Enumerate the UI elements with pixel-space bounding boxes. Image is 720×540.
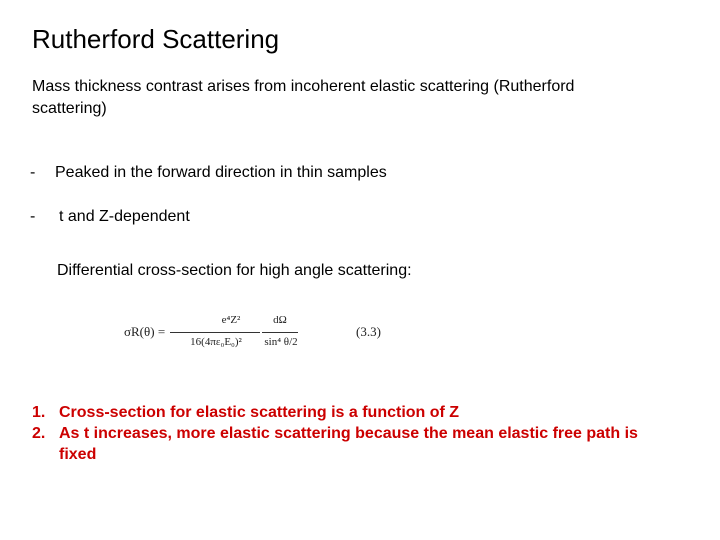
- equation-number: (3.3): [356, 324, 381, 339]
- slide-title: Rutherford Scattering: [32, 24, 280, 54]
- equation-numerator: e⁴Z²: [221, 314, 241, 326]
- bullet-marker: -: [30, 164, 36, 181]
- list-text: As t increases, more elastic scattering because the mean elastic free path is fixed: [59, 425, 638, 463]
- list-number: 1.: [32, 404, 46, 421]
- bullet-item: [30, 163, 387, 183]
- list-item: [32, 423, 652, 465]
- bullet-marker: -: [30, 208, 36, 225]
- equation-denominator: sin⁴ θ/2: [264, 336, 298, 348]
- fraction-bar: [170, 332, 260, 333]
- bullet-text: Peaked in the forward direction in thin samples: [55, 164, 387, 181]
- list-item: [32, 402, 652, 423]
- equation-heading: Differential cross-section for high angle scattering:: [57, 262, 412, 279]
- list-text: Cross-section for elastic scattering is a function of Z: [59, 404, 460, 421]
- intro-text: Mass thickness contrast arises from incoherent elastic scattering (Rutherford scattering): [32, 78, 575, 117]
- equation-denominator: 16(4πε₀E₀)²: [190, 336, 242, 348]
- list-number: 2.: [32, 425, 46, 442]
- cross-section-equation: [124, 312, 424, 362]
- bullet-item: [30, 207, 190, 227]
- conclusions-list: [32, 402, 652, 465]
- equation-lhs: σR(θ) =: [124, 324, 166, 339]
- bullet-text: t and Z-dependent: [59, 208, 190, 225]
- equation-numerator: dΩ: [273, 314, 287, 326]
- fraction-bar: [262, 332, 298, 333]
